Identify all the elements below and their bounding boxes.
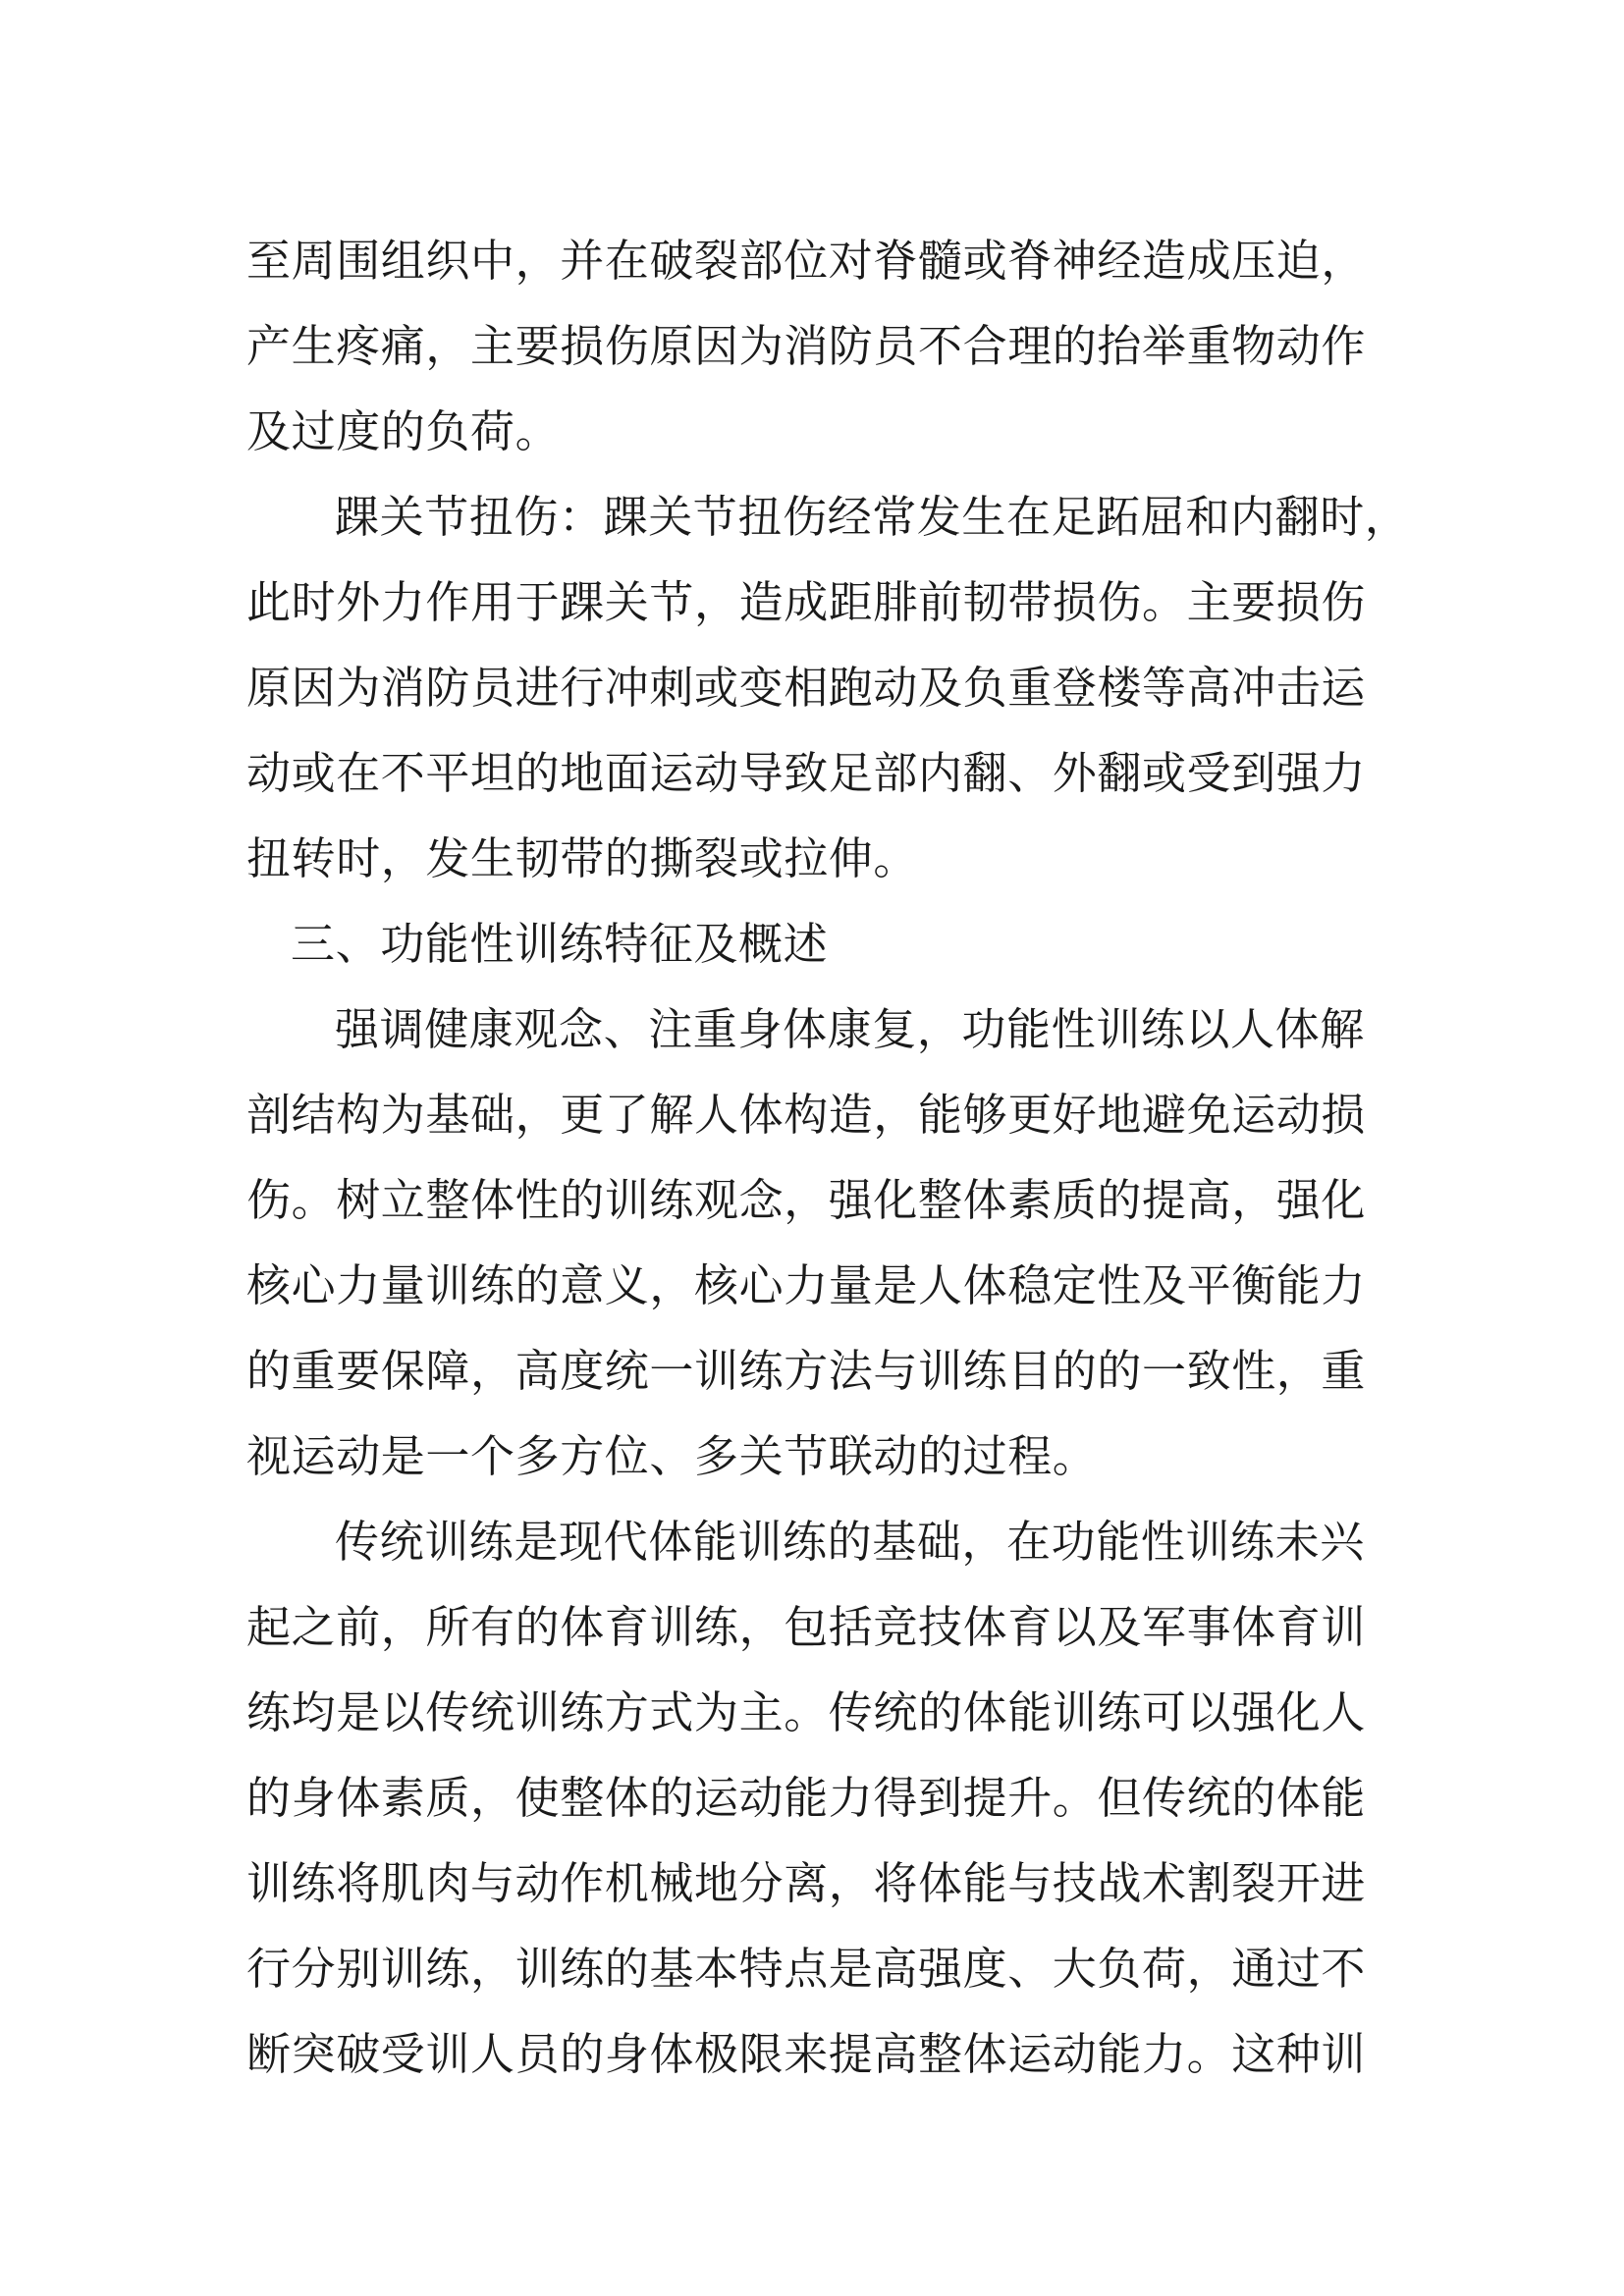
text-line: 动或在不平坦的地面运动导致足部内翻、外翻或受到强力 [246, 747, 1367, 799]
text-line: 及过度的负荷。 [246, 405, 561, 457]
text-line: 此时外力作用于踝关节，造成距腓前韧带损伤。主要损伤 [246, 576, 1367, 628]
text-line: 剖结构为基础，更了解人体构造，能够更好地避免运动损 [246, 1089, 1367, 1141]
text-line: 起之前，所有的体育训练，包括竞技体育以及军事体育训 [246, 1601, 1367, 1653]
text-line: 视运动是一个多方位、多关节联动的过程。 [246, 1430, 1098, 1482]
text-line: 训练将肌肉与动作机械地分离，将体能与技战术割裂开进 [246, 1857, 1367, 1909]
text-line: 的身体素质，使整体的运动能力得到提升。但传统的体能 [246, 1772, 1367, 1824]
text-line: 扭转时，发生韧带的撕裂或拉伸。 [246, 832, 919, 884]
paragraph-start-line: 强调健康观念、注重身体康复，功能性训练以人体解 [335, 1003, 1365, 1055]
text-line: 产生疼痛，主要损伤原因为消防员不合理的抬举重物动作 [246, 320, 1367, 372]
text-line: 练均是以传统训练方式为主。传统的体能训练可以强化人 [246, 1686, 1367, 1738]
text-line: 至周围组织中，并在破裂部位对脊髓或脊神经造成压迫， [246, 235, 1367, 287]
section-heading: 三、功能性训练特征及概述 [291, 918, 829, 970]
text-line: 原因为消防员进行冲刺或变相跑动及负重登楼等高冲击运 [246, 662, 1367, 714]
text-line: 的重要保障，高度统一训练方法与训练目的的一致性，重 [246, 1345, 1367, 1397]
paragraph-start-line: 踝关节扭伤：踝关节扭伤经常发生在足跖屈和内翻时， [335, 491, 1410, 543]
text-line: 行分别训练，训练的基本特点是高强度、大负荷，通过不 [246, 1943, 1367, 1995]
text-line: 断突破受训人员的身体极限来提高整体运动能力。这种训 [246, 2028, 1367, 2080]
body-text [246, 218, 1410, 2097]
paragraph-start-line: 传统训练是现代体能训练的基础，在功能性训练未兴 [335, 1516, 1365, 1568]
text-line: 核心力量训练的意义，核心力量是人体稳定性及平衡能力 [246, 1259, 1367, 1311]
text-line: 伤。树立整体性的训练观念，强化整体素质的提高，强化 [246, 1174, 1367, 1226]
